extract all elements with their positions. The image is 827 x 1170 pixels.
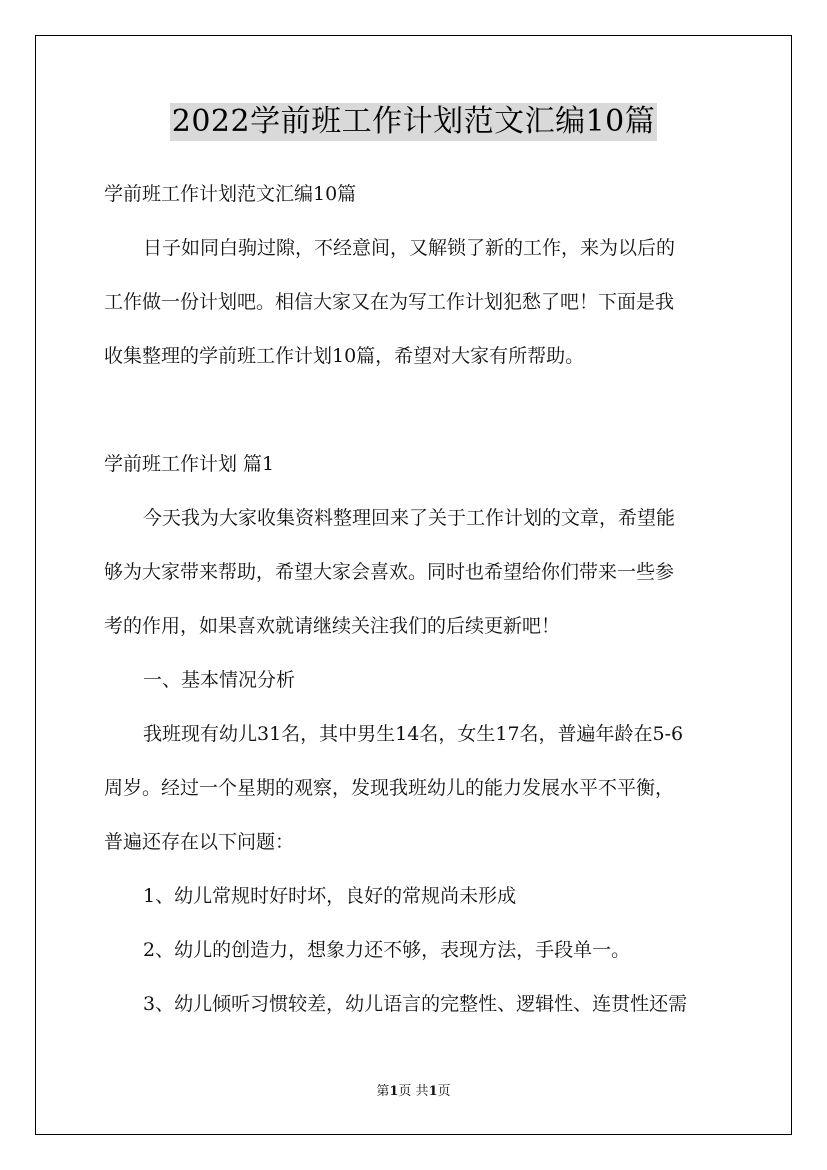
problem-item-1: 1、幼儿常规时好时坏，良好的常规尚未形成 — [143, 885, 517, 907]
analysis-line-1: 我班现有幼儿31名，其中男生14名，女生17名，普遍年龄在5-6 — [143, 723, 684, 745]
intro-line-2: 工作做一份计划吧。相信大家又在为写工作计划犯愁了吧！下面是我 — [104, 291, 675, 313]
footer-prefix: 第 — [376, 1084, 390, 1099]
part-heading: 一、基本情况分析 — [143, 669, 296, 691]
page-footer — [0, 1083, 827, 1101]
footer-mid: 页 共 — [398, 1084, 429, 1099]
title-area — [0, 103, 827, 141]
section-intro-line-3: 考的作用，如果喜欢就请继续关注我们的后续更新吧！ — [104, 615, 561, 637]
document-subtitle: 学前班工作计划范文汇编10篇 — [104, 183, 357, 205]
intro-line-1: 日子如同白驹过隙，不经意间，又解锁了新的工作，来为以后的 — [143, 237, 676, 259]
footer-page-current: 1 — [389, 1084, 399, 1099]
section-heading: 学前班工作计划 篇1 — [104, 453, 275, 475]
analysis-line-2: 周岁。经过一个星期的观察，发现我班幼儿的能力发展水平不平衡， — [104, 777, 675, 799]
problem-item-2: 2、幼儿的创造力，想象力还不够，表现方法，手段单一。 — [143, 939, 631, 961]
footer-suffix: 页 — [437, 1084, 451, 1099]
footer-page-total: 1 — [428, 1084, 438, 1099]
analysis-line-3: 普遍还存在以下问题： — [104, 831, 295, 853]
intro-line-3: 收集整理的学前班工作计划10篇，希望对大家有所帮助。 — [104, 345, 585, 367]
section-intro-line-2: 够为大家带来帮助，希望大家会喜欢。同时也希望给你们带来一些参 — [104, 561, 675, 583]
document-title: 2022学前班工作计划范文汇编10篇 — [171, 104, 656, 139]
section-intro-line-1: 今天我为大家收集资料整理回来了关于工作计划的文章，希望能 — [143, 507, 676, 529]
problem-item-3: 3、幼儿倾听习惯较差，幼儿语言的完整性、逻辑性、连贯性还需 — [143, 993, 688, 1015]
